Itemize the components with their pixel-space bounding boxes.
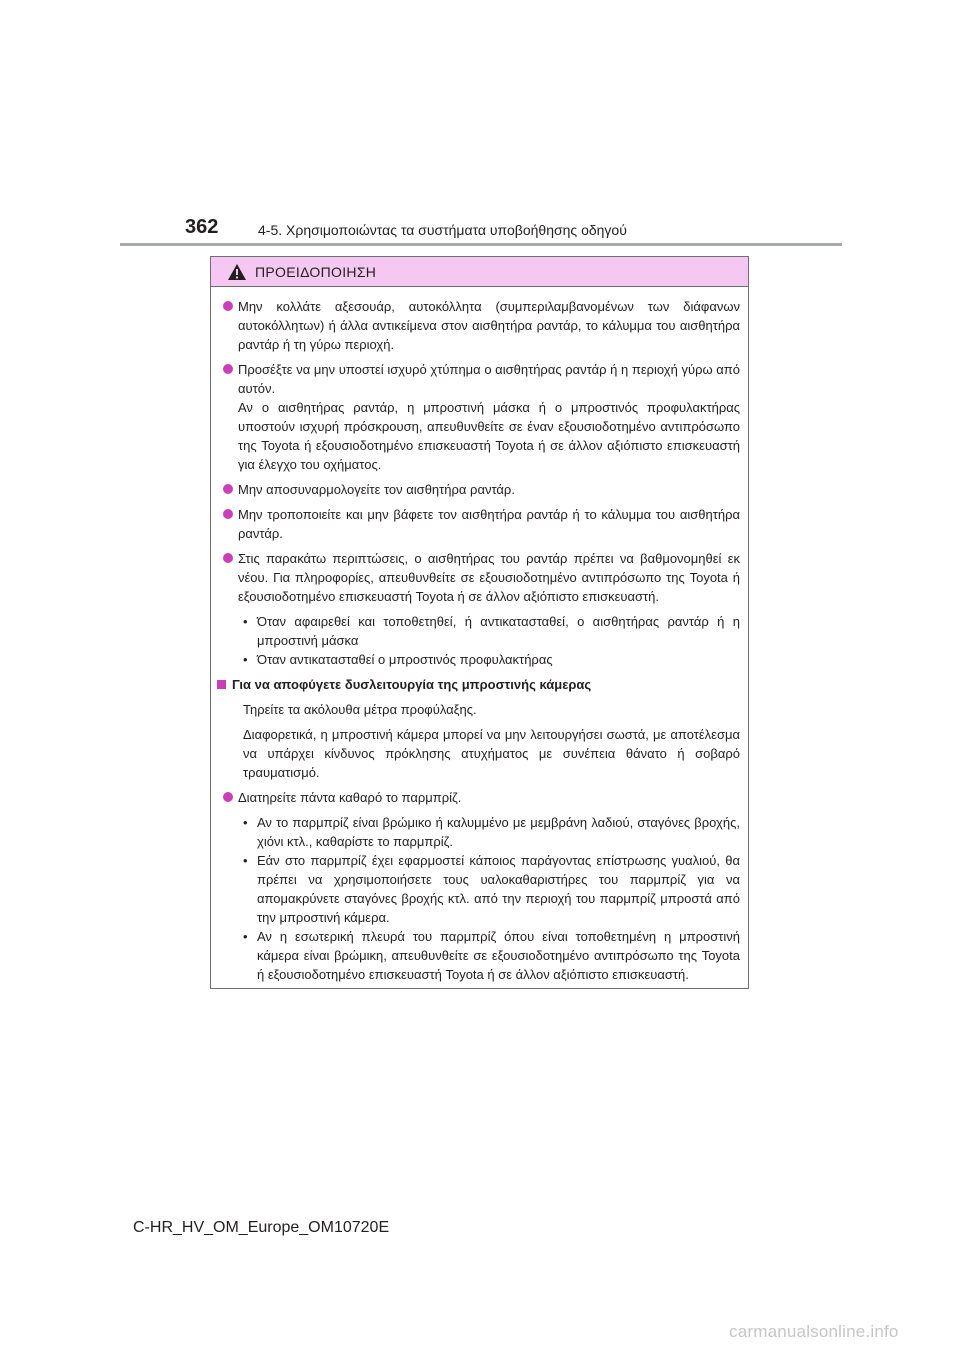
list-item: • Όταν αφαιρεθεί και τοποθετηθεί, ή αντικατασταθεί, ο αισθητήρας ραντάρ ή η μπροστινή μάσκα [243, 614, 740, 648]
warning-item-text: Μην τροποποιείτε και μην βάφετε τον αισθητήρα ραντάρ ή το κάλυμμα του αισθητήρα ραντάρ. [238, 507, 740, 541]
section-title: 4-5. Χρησιμοποιώντας τα συστήματα υποβοήθησης οδηγού [258, 222, 627, 238]
list-item-text: Εάν στο παρμπρίζ έχει εφαρμοστεί κάποιος παράγοντας επίστρωσης γυαλιού, θα πρέπει να χρησιμοποιήσετε τους υαλοκαθαριστήρες του παρμπρίζ για να απομακρύνετε σταγόνες βροχής κτλ. από την περιοχή του παρμπρίζ μπροστά από την μπροστινή κάμερα. [257, 853, 740, 925]
list-item-text: Όταν αφαιρεθεί και τοποθετηθεί, ή αντικατασταθεί, ο αισθητήρας ραντάρ ή η μπροστινή μάσκα [257, 614, 740, 648]
bullet-circle-icon [223, 301, 233, 311]
warning-header [211, 257, 748, 287]
bullet-circle-icon [223, 792, 233, 802]
document-code: C-HR_HV_OM_Europe_OM10720E [133, 1219, 390, 1236]
header-rule [120, 243, 842, 246]
warning-item-text: Προσέξτε να μην υποστεί ισχυρό χτύπημα ο αισθητήρας ραντάρ ή η περιοχή γύρω από αυτόν. Αν ο αισθητήρας ραντάρ, η μπροστινή μάσκα ή ο μπροστινός προφυλακτήρας υποστούν ισχυρή πρόσκρουση, απευθυνθείτε σε έναν εξουσιοδοτημένο αντιπρόσωπο της Toyota ή εξουσιοδοτημένο επισκευαστή Toyota ή σε άλλον αξιόπιστο επισκευαστή για έλεγχο του οχήματος. [238, 362, 740, 472]
list-item-text: Όταν αντικατασταθεί ο μπροστινός προφυλακτήρας [257, 652, 553, 667]
list-item: • Αν το παρμπρίζ είναι βρώμικο ή καλυμμένο με μεμβράνη λαδιού, σταγόνες βροχής, χιόνι κτλ., καθαρίστε το παρμπρίζ. [243, 815, 740, 849]
warning-item [223, 505, 740, 543]
list-item-text: Αν το παρμπρίζ είναι βρώμικο ή καλυμμένο με μεμβράνη λαδιού, σταγόνες βροχής, χιόνι κτλ., καθαρίστε το παρμπρίζ. [257, 815, 740, 849]
warning-item-text: Μην κολλάτε αξεσουάρ, αυτοκόλλητα (συμπεριλαμβανομένων των διάφανων αυτοκόλλητων) ή άλλα αντικείμενα στον αισθητήρα ραντάρ, το κάλυμμα του αισθητήρα ραντάρ ή τη γύρω περιοχή. [238, 299, 740, 352]
warning-item-text: Στις παρακάτω περιπτώσεις, ο αισθητήρας του ραντάρ πρέπει να βαθμονομηθεί εκ νέου. Για πληροφορίες, απευθυνθείτε σε εξουσιοδοτημένο αντιπρόσωπο της Toyota ή εξουσιοδοτημένο επισκευαστή Toyota ή σε άλλον αξιόπιστο επισκευαστή. [238, 551, 740, 604]
bullet-circle-icon [223, 509, 233, 519]
watermark: carmanualsonline.info [729, 1322, 899, 1341]
sub-section-heading-row [217, 675, 740, 694]
list-item-text: Αν η εσωτερική πλευρά του παρμπρίζ όπου είναι τοποθετημένη η μπροστινή κάμερα είναι βρώμικη, απευθυνθείτε σε εξουσιοδοτημένο αντιπρόσωπο της Toyota ή εξουσιοδοτημένο επισκευαστή Toyota ή σε άλλον αξιόπιστο επισκευαστή. [257, 929, 740, 982]
warning-item [223, 297, 740, 354]
sub-section-heading: Για να αποφύγετε δυσλειτουργία της μπροστινής κάμερας [232, 677, 592, 692]
warning-item [223, 360, 740, 474]
bullet-circle-icon [223, 364, 233, 374]
warning-box [210, 256, 749, 989]
warning-body [211, 287, 748, 984]
bullet-circle-icon [223, 484, 233, 494]
warning-item [223, 480, 740, 499]
list-item: • Αν η εσωτερική πλευρά του παρμπρίζ όπου είναι τοποθετημένη η μπροστινή κάμερα είναι βρώμικη, απευθυνθείτε σε εξουσιοδοτημένο αντιπρόσωπο της Toyota ή εξουσιοδοτημένο επισκευαστή Toyota ή σε άλλον αξιόπιστο επισκευαστή. [243, 929, 740, 982]
warning-item [223, 549, 740, 606]
bullet-circle-icon [223, 553, 233, 563]
page-number: 362 [185, 216, 219, 238]
square-bullet-icon [217, 680, 226, 689]
warning-item-text: Διατηρείτε πάντα καθαρό το παρμπρίζ. [238, 790, 462, 805]
list-item: • Όταν αντικατασταθεί ο μπροστινός προφυλακτήρας [243, 650, 740, 669]
windshield-list [223, 813, 740, 984]
warning-item [223, 788, 740, 807]
list-item: • Εάν στο παρμπρίζ έχει εφαρμοστεί κάποιος παράγοντας επίστρωσης γυαλιού, θα πρέπει να χρησιμοποιήσετε τους υαλοκαθαριστήρες του παρμπρίζ για να απομακρύνετε σταγόνες βροχής κτλ. από την περιοχή του παρμπρίζ μπροστά από την μπροστινή κάμερα. [243, 853, 740, 925]
consequence-paragraph: Διαφορετικά, η μπροστινή κάμερα μπορεί να μην λειτουργήσει σωστά, με αποτέλεσμα να υπάρχει κίνδυνος πρόκλησης ατυχήματος με συνέπεια θάνατο ή σοβαρό τραυματισμό. [243, 727, 740, 780]
intro-paragraph: Τηρείτε τα ακόλουθα μέτρα προφύλαξης. [243, 702, 477, 717]
warning-item-text: Μην αποσυναρμολογείτε τον αισθητήρα ραντάρ. [238, 482, 515, 497]
warning-title: ΠΡΟΕΙΔΟΠΟΙΗΣΗ [255, 263, 377, 280]
calibration-cases-list [223, 612, 740, 669]
warning-triangle-icon [227, 263, 247, 281]
